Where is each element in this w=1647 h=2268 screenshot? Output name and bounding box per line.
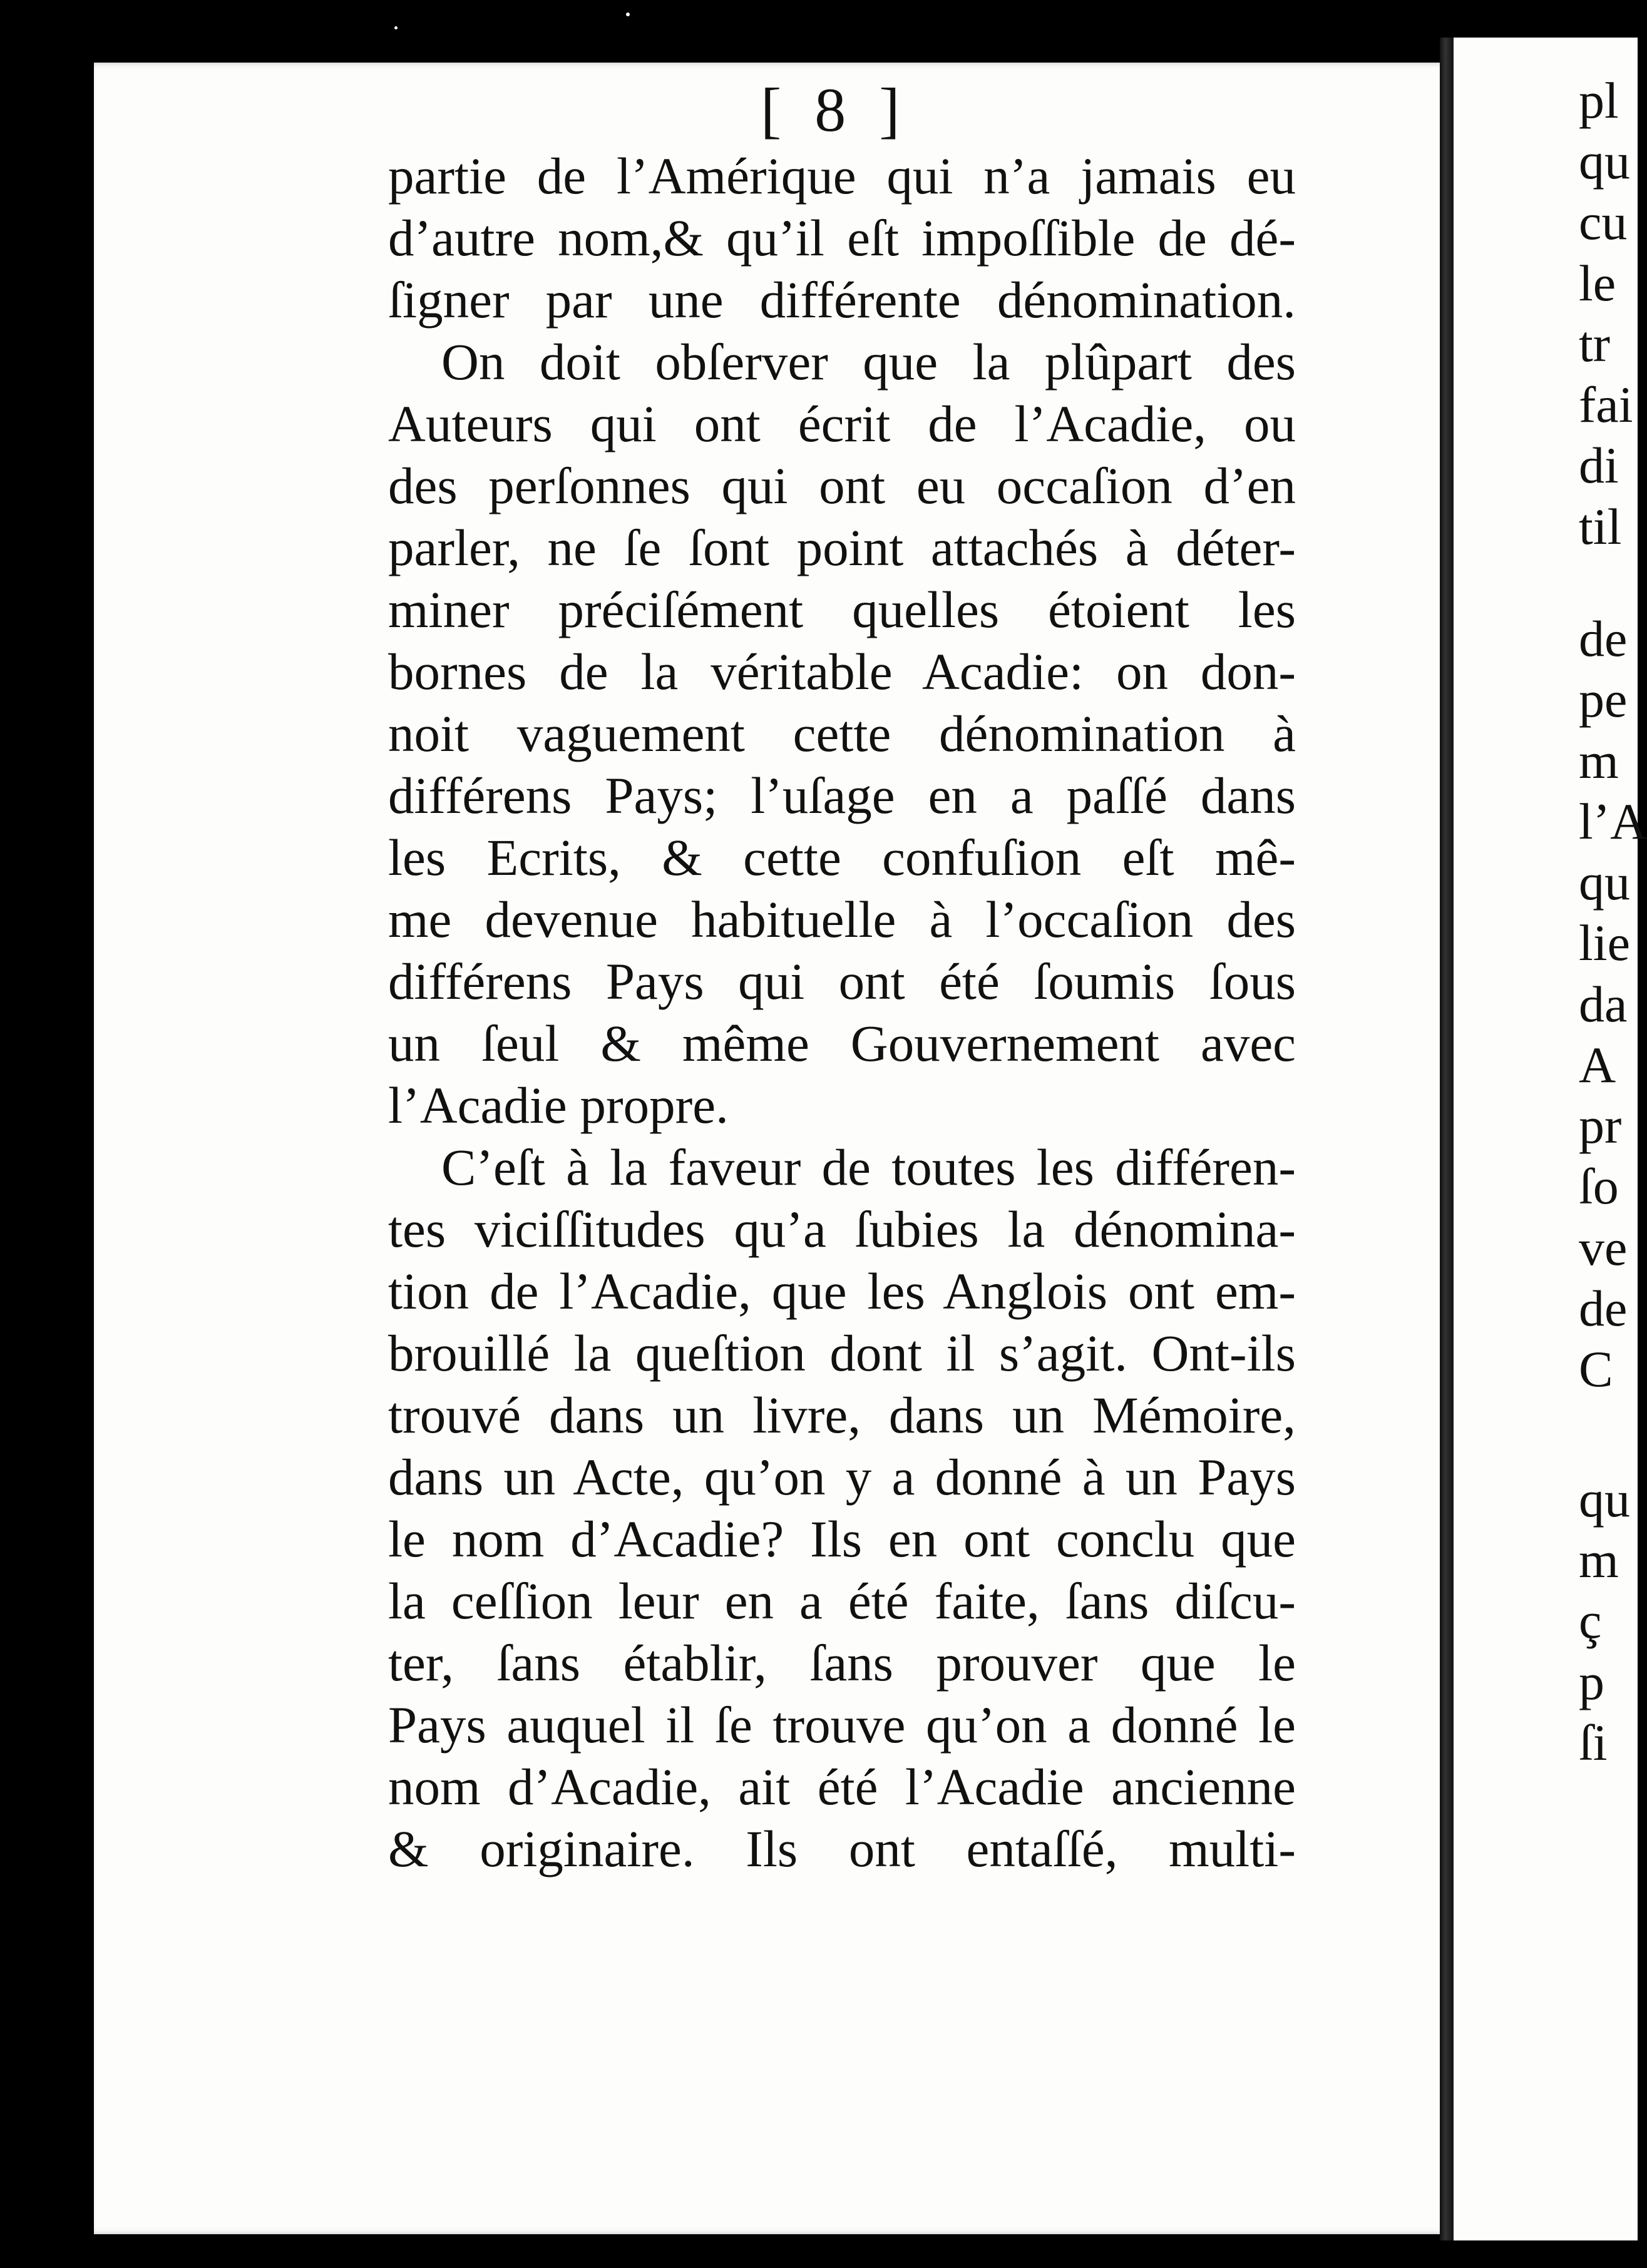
facing-page-fragment: m	[1579, 1531, 1619, 1588]
scan-speck	[626, 13, 630, 16]
text-line: ſigner par une différente dénomination.	[388, 271, 1296, 329]
text-line: dans un Acte, qu’on y a donné à un Pays	[388, 1448, 1296, 1506]
text-line: On doit obſerver que la plûpart des	[441, 333, 1296, 391]
facing-page-fragment: qu	[1579, 133, 1630, 190]
text-line: des perſonnes qui ont eu occaſion d’en	[388, 457, 1296, 514]
right-page-fragment	[1454, 38, 1647, 2240]
facing-page-fragment: de	[1579, 610, 1628, 667]
text-line: C’eſt à la faveur de toutes les différen-	[441, 1138, 1296, 1196]
page-gutter	[1440, 38, 1454, 2240]
facing-page-fragment: qu	[1579, 854, 1630, 911]
facing-page-fragment: fai	[1579, 376, 1633, 433]
text-line: tes viciſſitudes qu’a ſubies la dénomina-	[388, 1200, 1296, 1258]
facing-page-fragment: pl	[1579, 72, 1619, 129]
text-line: d’autre nom,& qu’il eſt impoſſible de dé-	[388, 209, 1296, 267]
text-line: ter, ſans établir, ſans prouver que le	[388, 1634, 1296, 1692]
facing-page-fragment: ſo	[1579, 1158, 1619, 1215]
facing-page-fragment: l’A	[1579, 793, 1647, 850]
facing-page-fragment: ſi	[1579, 1714, 1608, 1771]
facing-page-fragment: ç	[1579, 1592, 1602, 1649]
text-line: trouvé dans un livre, dans un Mémoire,	[388, 1386, 1296, 1444]
text-line: tion de l’Acadie, que les Anglois ont em-	[388, 1262, 1296, 1320]
text-line: nom d’Acadie, ait été l’Acadie ancienne	[388, 1758, 1296, 1816]
text-line: partie de l’Amérique qui n’a jamais eu	[388, 147, 1296, 205]
facing-page-fragment: lie	[1579, 914, 1630, 971]
facing-page-fragment: C	[1579, 1341, 1613, 1397]
text-line: la ceſſion leur en a été faite, ſans diſcu-	[388, 1572, 1296, 1630]
facing-page-fragment: le	[1579, 255, 1616, 312]
text-line: différens Pays; l’uſage en a paſſé dans	[388, 767, 1296, 824]
scan-speck	[394, 26, 398, 29]
text-line: le nom d’Acadie? Ils en ont conclu que	[388, 1510, 1296, 1568]
text-line: l’Acadie propre.	[388, 1076, 729, 1134]
page-number: [ 8 ]	[761, 75, 909, 145]
facing-page-fragment: tr	[1579, 315, 1611, 372]
text-line: bornes de la véritable Acadie: on don-	[388, 643, 1296, 700]
text-line: me devenue habituelle à l’occaſion des	[388, 891, 1296, 948]
text-line: & originaire. Ils ont entaſſé, multi-	[388, 1820, 1296, 1877]
facing-page-fragment: A	[1579, 1036, 1616, 1093]
text-line: brouillé la queſtion dont il s’agit. Ont-ils	[388, 1324, 1296, 1382]
facing-page-fragment: p	[1579, 1653, 1604, 1710]
text-line: Pays auquel il ſe trouve qu’on a donné le	[388, 1696, 1296, 1754]
facing-page-fragment: qu	[1579, 1471, 1630, 1528]
facing-page-fragment: di	[1579, 437, 1619, 494]
facing-page-fragment: ve	[1579, 1219, 1628, 1276]
text-line: Auteurs qui ont écrit de l’Acadie, ou	[388, 395, 1296, 452]
facing-page-fragment: til	[1579, 498, 1622, 555]
facing-page-fragment: pe	[1579, 671, 1628, 728]
text-line: les Ecrits, & cette confuſion eſt mê-	[388, 829, 1296, 886]
facing-page-fragment: pr	[1579, 1097, 1622, 1154]
text-line: noit vaguement cette dénomination à	[388, 705, 1296, 762]
facing-page-fragment: cu	[1579, 193, 1628, 250]
text-line: un ſeul & même Gouvernement avec	[388, 1014, 1296, 1072]
text-line: différens Pays qui ont été ſoumis ſous	[388, 953, 1296, 1010]
text-line: parler, ne ſe ſont point attachés à déter-	[388, 519, 1296, 576]
facing-page-fragment: m	[1579, 732, 1619, 789]
text-line: miner préciſément quelles étoient les	[388, 581, 1296, 638]
facing-page-fragment: de	[1579, 1280, 1628, 1337]
body-text	[388, 145, 1296, 1880]
facing-page-fragment: da	[1579, 976, 1628, 1033]
